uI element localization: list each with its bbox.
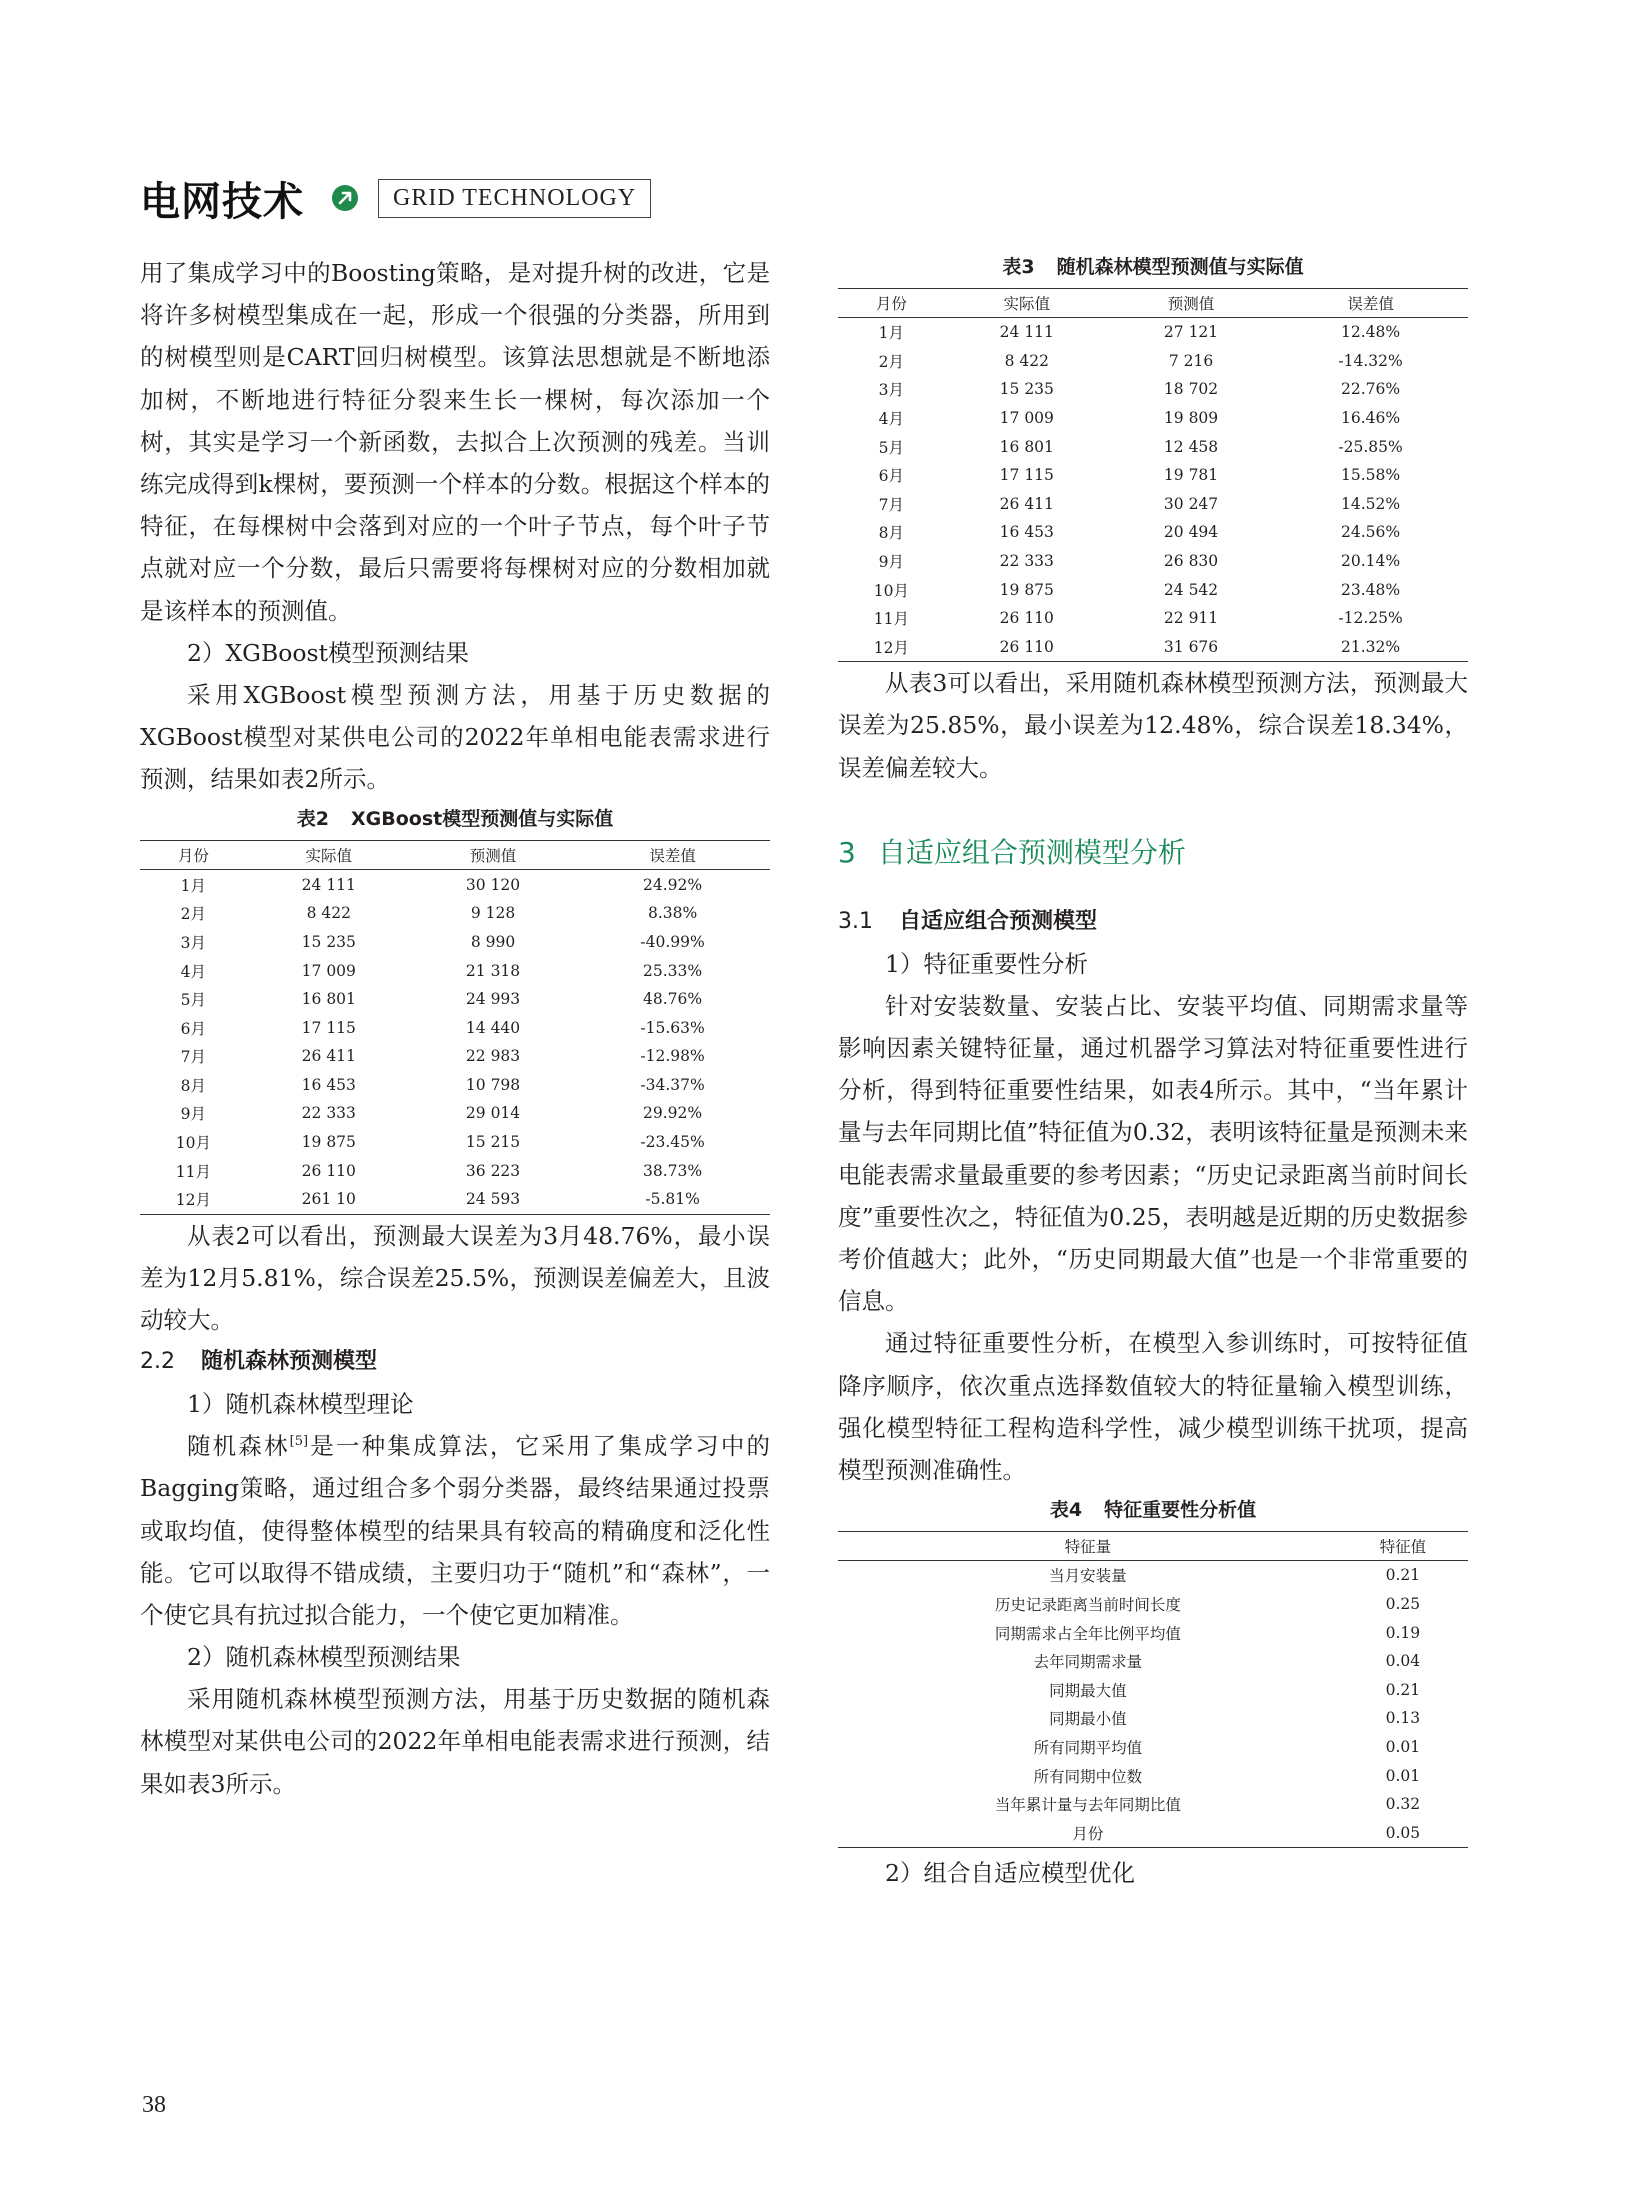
paragraph-xgboost-method: 采用XGBoost模型预测方法，用基于历史数据的XGBoost模型对某供电公司的2022年单相电能表需求进行预测，结果如表2所示。 (140, 680, 770, 794)
paragraph-table3-analysis: 从表3可以看出，采用随机森林模型预测方法，预测最大误差为25.85%，最小误差为12.48%，综合误差18.34%，误差偏差较大。 (838, 669, 1468, 782)
table-cell: 26 411 (999, 494, 1054, 513)
table-cell: 19 875 (999, 580, 1054, 599)
table-cell: 0.19 (1385, 1623, 1421, 1642)
table-row (838, 604, 1468, 633)
journal-title-cn: 电网技术 (140, 178, 304, 225)
table-header-cell: 月份 (140, 841, 247, 870)
table-header-cell: 预测值 (1109, 289, 1273, 318)
table-cell: 16 801 (999, 437, 1054, 456)
table-cell: -25.85% (1338, 437, 1403, 456)
table-cell: 7月 (180, 1048, 207, 1067)
table-cell: 22 983 (465, 1047, 521, 1066)
table-row (838, 375, 1468, 404)
table-row (838, 404, 1468, 433)
table-cell: 同期最大值 (1049, 1681, 1127, 1700)
table-header-row (838, 1532, 1468, 1561)
table-cell: 16.46% (1341, 409, 1401, 428)
table-cell: 15.58% (1341, 466, 1401, 485)
table-row (838, 547, 1468, 576)
table-cell: 8月 (180, 1076, 207, 1095)
section-2-2-heading: 2.2 随机森林预测模型 (140, 1349, 378, 1375)
table-cell: 0.21 (1385, 1680, 1421, 1699)
table-cell: 所有同期中位数 (1033, 1767, 1143, 1786)
table-cell: 24 593 (465, 1190, 521, 1209)
table-cell: -12.98% (640, 1047, 705, 1066)
table-cell: 22 911 (1163, 609, 1219, 628)
table-cell: 16 801 (301, 990, 356, 1009)
table-cell: -40.99% (640, 932, 705, 951)
table-cell: 22 333 (301, 1104, 356, 1123)
table-row (838, 1733, 1468, 1762)
table-cell: 0.04 (1385, 1652, 1421, 1671)
item-xgboost-results: 2）XGBoost模型预测结果 (187, 638, 470, 667)
table-cell: 10月 (873, 581, 909, 600)
table-cell: 当月安装量 (1049, 1567, 1127, 1586)
table-cell: -14.32% (1338, 351, 1403, 370)
table-cell: 22.76% (1341, 380, 1401, 399)
item-feature-importance: 1）特征重要性分析 (885, 949, 1088, 978)
table-cell: 14 440 (465, 1018, 521, 1037)
table-cell: 0.21 (1385, 1566, 1421, 1585)
table-cell: 26 110 (999, 609, 1054, 628)
table-cell: 1月 (180, 876, 207, 895)
table2-xgboost (140, 840, 770, 1214)
journal-header (140, 172, 651, 224)
table-cell: 7月 (878, 495, 905, 514)
table-cell: 15 235 (301, 932, 356, 951)
table-row (838, 347, 1468, 376)
table-cell: 18 702 (1163, 380, 1219, 399)
table-cell: 12 458 (1163, 437, 1219, 456)
table-cell: 9月 (180, 1105, 207, 1124)
table-cell: 22 333 (999, 552, 1054, 571)
table-row (838, 575, 1468, 604)
paragraph-feature-usage: 通过特征重要性分析，在模型入参训练时，可按特征值降序顺序，依次重点选择数值较大的特征量输入模型训练，强化模型特征工程构造科学性，减少模型训练干扰项，提高模型预测准确性。 (838, 1329, 1468, 1484)
table-cell: 2月 (878, 352, 905, 371)
table-header-cell: 特征量 (838, 1532, 1338, 1561)
table-cell: 10 798 (465, 1075, 521, 1094)
citation-ref: [5] (289, 1434, 309, 1450)
table-cell: 去年同期需求量 (1033, 1653, 1143, 1672)
table-cell: 21.32% (1341, 637, 1401, 656)
table-cell: 8 422 (306, 904, 351, 923)
table-cell: 17 115 (999, 466, 1054, 485)
table-header-row (140, 841, 770, 870)
table-cell: 0.05 (1385, 1823, 1421, 1842)
table-row (140, 1042, 770, 1071)
table-cell: 20 494 (1163, 523, 1219, 542)
table-cell: 5月 (878, 438, 905, 457)
table-cell: 6月 (180, 1019, 207, 1038)
table-cell: 所有同期平均值 (1033, 1739, 1143, 1758)
table-cell: 23.48% (1341, 580, 1401, 599)
table-cell: 29 014 (465, 1104, 521, 1123)
table-header-cell: 实际值 (247, 841, 411, 870)
table-row (838, 1704, 1468, 1733)
table-cell: 19 809 (1163, 409, 1219, 428)
journal-title-en: GRID TECHNOLOGY (378, 179, 651, 218)
table-cell: -23.45% (640, 1133, 705, 1152)
table-cell: 29.92% (643, 1104, 703, 1123)
paragraph-feature-analysis: 针对安装数量、安装占比、安装平均值、同期需求量等影响因素关键特征量，通过机器学习算法对特征重要性进行分析，得到特征重要性结果，如表4所示。其中，“当年累计量与去年同期比值”特征值为0.32，表明该特征量是预测未来电能表需求量最重要的参考因素；“历史记录距离当前时间长度”重要性次之，特征值为0.25，表明越是近期的历史数据参考价值越大；此外，“历史同期最大值”也是一个非常重要的信息。 (838, 991, 1468, 1316)
table-cell: 6月 (878, 467, 905, 486)
table-cell: 24.92% (643, 875, 703, 894)
table-cell: 2月 (180, 905, 207, 924)
table2-caption: 表2 XGBoost模型预测值与实际值 (296, 808, 614, 831)
item-rf-results: 2）随机森林模型预测结果 (187, 1643, 461, 1672)
table-cell: 1月 (878, 324, 905, 343)
table-cell: 5月 (180, 991, 207, 1010)
table-header-cell: 误差值 (575, 841, 770, 870)
table-cell: 26 411 (301, 1047, 356, 1066)
table-cell: 25.33% (643, 961, 703, 980)
table-cell: 8 990 (470, 932, 516, 951)
left-column (140, 252, 770, 1805)
table-row (838, 318, 1468, 347)
page-number: 38 (142, 2092, 166, 2118)
table-cell: 19 875 (301, 1133, 356, 1152)
table-cell: -34.37% (640, 1075, 705, 1094)
table-cell: 17 009 (301, 961, 356, 980)
table-cell: 10月 (175, 1134, 211, 1153)
table-row (140, 928, 770, 957)
table-row (140, 1013, 770, 1042)
table-cell: 36 223 (465, 1161, 521, 1180)
table-row (838, 1676, 1468, 1705)
table-cell: 38.73% (643, 1161, 703, 1180)
table-header-cell: 预测值 (411, 841, 575, 870)
item-rf-theory: 1）随机森林模型理论 (187, 1390, 414, 1419)
paragraph-boosting: 用了集成学习中的Boosting策略，是对提升树的改进，它是将许多树模型集成在一起，形成一个很强的分类器，所用到的树模型则是CART回归树模型。该算法思想就是不断地添加树，不断地进行特征分裂来生长一棵树，每次添加一个树，其实是学习一个新函数，去拟合上次预测的残差。当训练完成得到k棵树，要预测一个样本的分数。根据这个样本的特征，在每棵树中会落到对应的一个叶子节点，每个叶子节点就对应一个分数，最后只需要将每棵树对应的分数相加就是该样本的预测值。 (140, 259, 770, 625)
table-cell: 14.52% (1341, 494, 1401, 513)
table-cell: 当年累计量与去年同期比值 (994, 1796, 1181, 1815)
table-cell: 0.01 (1385, 1766, 1421, 1785)
table-cell: 4月 (878, 410, 905, 429)
table-cell: 15 235 (999, 380, 1054, 399)
table-cell: 0.25 (1385, 1595, 1421, 1614)
table-row (140, 956, 770, 985)
table-cell: 31 676 (1163, 637, 1219, 656)
table-row (838, 461, 1468, 490)
table-cell: 15 215 (465, 1133, 521, 1152)
table-cell: 历史记录距离当前时间长度 (994, 1596, 1181, 1615)
table-cell: 19 781 (1163, 466, 1219, 485)
table-cell: 7 216 (1168, 351, 1214, 370)
table-cell: 9 128 (470, 904, 516, 923)
table-header-cell: 实际值 (945, 289, 1109, 318)
table-cell: 11月 (873, 610, 909, 629)
table-row (838, 633, 1468, 662)
table-cell: 8.38% (647, 904, 698, 923)
table-row (140, 985, 770, 1014)
table-row (838, 1819, 1468, 1848)
table-cell: 16 453 (301, 1075, 356, 1094)
table-row (140, 1071, 770, 1100)
table-cell: 27 121 (1163, 323, 1219, 342)
table-cell: 20.14% (1341, 552, 1401, 571)
paragraph-rf-method: 采用随机森林模型预测方法，用基于历史数据的随机森林模型对某供电公司的2022年单相电能表需求进行预测，结果如表3所示。 (140, 1685, 770, 1798)
table-header-cell: 特征值 (1338, 1532, 1468, 1561)
table-cell: 24 111 (999, 323, 1054, 342)
table-cell: -5.81% (645, 1190, 700, 1209)
table-row (140, 1099, 770, 1128)
table-cell: 21 318 (465, 961, 521, 980)
table-cell: 16 453 (999, 523, 1054, 542)
table-row (140, 899, 770, 928)
table-cell: 17 115 (301, 1018, 356, 1037)
table-cell: 30 120 (465, 875, 521, 894)
table-cell: 月份 (1072, 1824, 1104, 1843)
table-cell: 24 111 (301, 875, 356, 894)
table-cell: 26 110 (301, 1161, 356, 1180)
table-cell: 0.32 (1385, 1795, 1421, 1814)
table-header-cell: 误差值 (1273, 289, 1468, 318)
table-cell: 8月 (878, 524, 905, 543)
table-cell: 同期最小值 (1049, 1710, 1127, 1729)
table-header-cell: 月份 (838, 289, 945, 318)
table-row (838, 1590, 1468, 1619)
table-cell: 26 830 (1163, 552, 1219, 571)
table-cell: 24 993 (465, 990, 521, 1009)
table-row (140, 1156, 770, 1185)
table-row (838, 1790, 1468, 1819)
table-cell: -12.25% (1338, 609, 1403, 628)
table-cell: 30 247 (1163, 494, 1219, 513)
table-cell: 12月 (175, 1191, 211, 1210)
table-row (140, 870, 770, 899)
table-cell: 26 110 (999, 637, 1054, 656)
table-header-row (838, 289, 1468, 318)
table-row (838, 1647, 1468, 1676)
table-row (838, 490, 1468, 519)
table-row (838, 518, 1468, 547)
right-column (838, 252, 1468, 1894)
table-cell: 24 542 (1163, 580, 1219, 599)
section-3-heading: 3 自适应组合预测模型分析 (838, 835, 1186, 869)
table-cell: 9月 (878, 553, 905, 572)
table-cell: 0.13 (1385, 1709, 1421, 1728)
table-cell: 17 009 (999, 409, 1054, 428)
table-row (140, 1128, 770, 1157)
table4-caption: 表4 特征重要性分析值 (1049, 1499, 1257, 1522)
section-3-1-heading: 3.1 自适应组合预测模型 (838, 908, 1098, 934)
table-cell: 11月 (175, 1162, 211, 1181)
table-cell: 12.48% (1341, 323, 1401, 342)
table-cell: -15.63% (640, 1018, 705, 1037)
table3-random-forest (838, 288, 1468, 662)
table-row (838, 1618, 1468, 1647)
table-cell: 4月 (180, 962, 207, 981)
arrow-up-right-circle-icon (332, 185, 358, 211)
table-cell: 3月 (878, 381, 905, 400)
table-row (838, 1561, 1468, 1590)
table-cell: 3月 (180, 933, 207, 952)
paragraph-rf-theory: 随机森林[5]是一种集成算法，它采用了集成学习中的Bagging策略，通过组合多个弱分类器，最终结果通过投票或取均值，使得整体模型的结果具有较高的精确度和泛化性能。它可以取得不错成绩，主要归功于“随机”和“森林”，一个使它具有抗过拟合能力，一个使它更加精准。 (140, 1432, 771, 1629)
table-cell: 48.76% (643, 990, 703, 1009)
table-row (140, 1185, 770, 1214)
paragraph-table2-analysis: 从表2可以看出，预测最大误差为3月48.76%，最小误差为12月5.81%，综合误差25.5%，预测误差偏差大，且波动较大。 (140, 1221, 770, 1334)
table-cell: 24.56% (1341, 523, 1401, 542)
table-cell: 8 422 (1004, 351, 1049, 370)
table-row (838, 1761, 1468, 1790)
table-cell: 12月 (873, 638, 909, 657)
table4-feature-importance (838, 1531, 1468, 1848)
table-cell: 261 10 (301, 1190, 356, 1209)
table3-caption: 表3 随机森林模型预测值与实际值 (1002, 256, 1304, 278)
table-cell: 同期需求占全年比例平均值 (994, 1624, 1181, 1643)
table-cell: 0.01 (1385, 1738, 1421, 1757)
table-row (838, 432, 1468, 461)
item-adaptive-optimization: 2）组合自适应模型优化 (885, 1859, 1135, 1888)
